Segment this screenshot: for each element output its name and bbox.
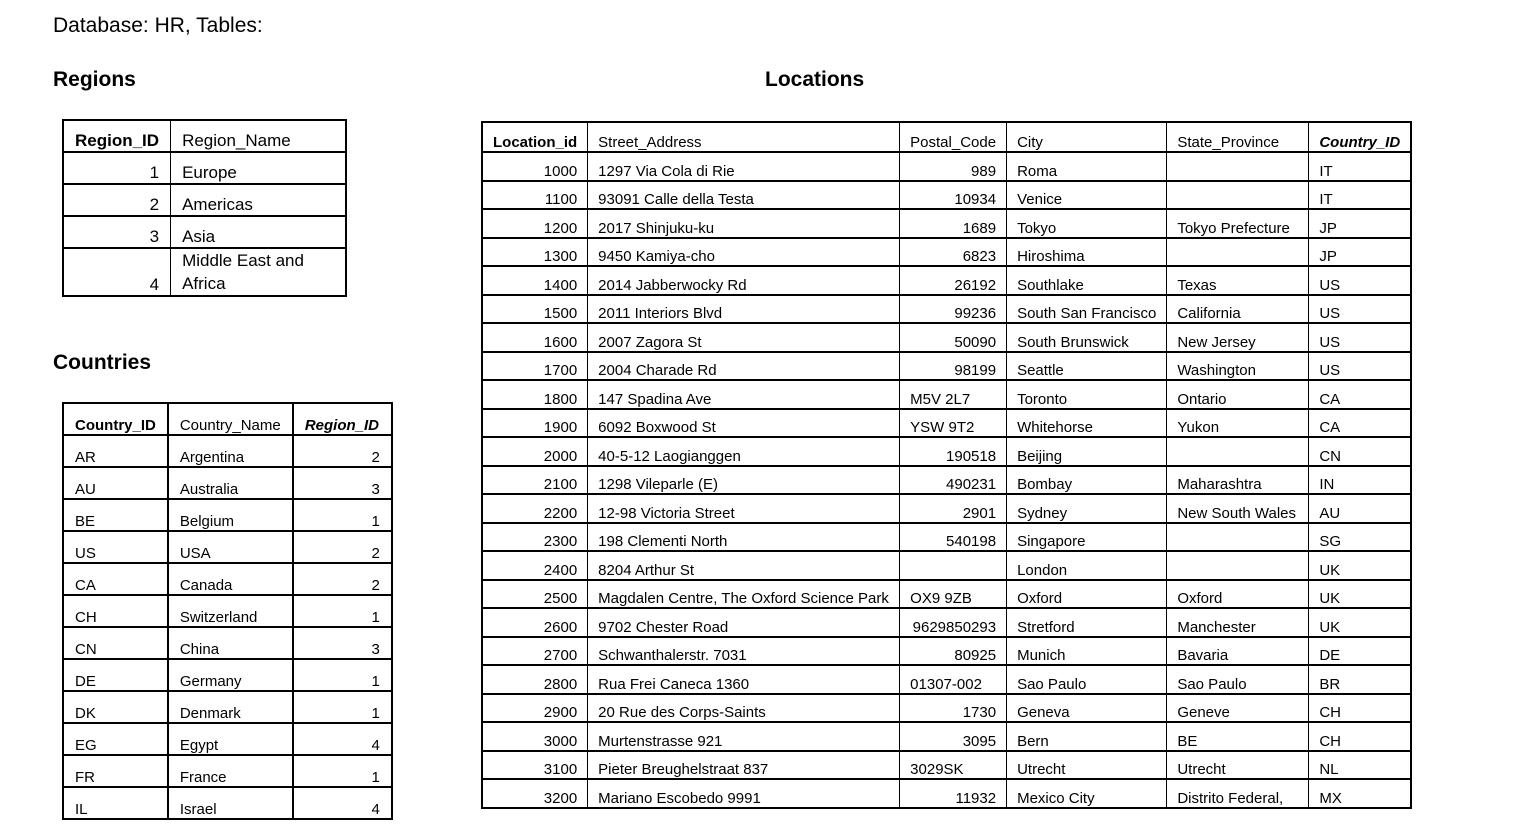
table-cell: 989 bbox=[900, 152, 1007, 181]
table-cell: 1700 bbox=[482, 352, 588, 381]
table-row bbox=[482, 295, 1411, 324]
table-cell: Bern bbox=[1007, 722, 1167, 751]
table-row bbox=[63, 435, 392, 467]
table-row bbox=[482, 494, 1411, 523]
table-cell: Middle East and Africa bbox=[171, 248, 346, 296]
table-cell: Maharashtra bbox=[1167, 466, 1309, 495]
table-cell: 1 bbox=[293, 595, 392, 627]
column-header: Country_ID bbox=[1309, 122, 1411, 152]
table-cell: Tokyo Prefecture bbox=[1167, 209, 1309, 238]
table-cell: CA bbox=[63, 563, 168, 595]
table-row bbox=[482, 751, 1411, 780]
table-cell: 2011 Interiors Blvd bbox=[588, 295, 900, 324]
table-row bbox=[482, 352, 1411, 381]
table-cell: 20 Rue des Corps-Saints bbox=[588, 694, 900, 723]
table-cell: Distrito Federal, bbox=[1167, 779, 1309, 808]
table-cell: 40-5-12 Laogianggen bbox=[588, 437, 900, 466]
table-cell: Americas bbox=[171, 184, 346, 216]
table-row bbox=[63, 595, 392, 627]
table-cell: Ontario bbox=[1167, 380, 1309, 409]
table-cell: DK bbox=[63, 691, 168, 723]
table-cell: 2300 bbox=[482, 523, 588, 552]
table-cell: 1100 bbox=[482, 181, 588, 210]
regions-heading: Regions bbox=[53, 68, 136, 91]
column-header: Region_ID bbox=[293, 403, 392, 435]
table-cell: 1900 bbox=[482, 409, 588, 438]
table-cell: Southlake bbox=[1007, 266, 1167, 295]
table-cell: Whitehorse bbox=[1007, 409, 1167, 438]
table-row bbox=[63, 563, 392, 595]
table-cell: Switzerland bbox=[168, 595, 293, 627]
table-row bbox=[63, 627, 392, 659]
table-cell: Magdalen Centre, The Oxford Science Park bbox=[588, 580, 900, 609]
table-cell: 3000 bbox=[482, 722, 588, 751]
table-cell: OX9 9ZB bbox=[900, 580, 1007, 609]
table-row bbox=[63, 723, 392, 755]
table-cell: New Jersey bbox=[1167, 323, 1309, 352]
table-row bbox=[63, 659, 392, 691]
table-row bbox=[482, 209, 1411, 238]
table-cell: New South Wales bbox=[1167, 494, 1309, 523]
table-cell: 2 bbox=[293, 435, 392, 467]
table-cell: 9450 Kamiya-cho bbox=[588, 238, 900, 267]
table-cell: 540198 bbox=[900, 523, 1007, 552]
table-cell: 198 Clementi North bbox=[588, 523, 900, 552]
table-cell: 2004 Charade Rd bbox=[588, 352, 900, 381]
table-cell: FR bbox=[63, 755, 168, 787]
table-cell: 2 bbox=[293, 563, 392, 595]
column-header: Postal_Code bbox=[900, 122, 1007, 152]
table-cell: Tokyo bbox=[1007, 209, 1167, 238]
table-cell: 8204 Arthur St bbox=[588, 551, 900, 580]
table-cell: US bbox=[1309, 295, 1411, 324]
table-cell: Canada bbox=[168, 563, 293, 595]
table-row bbox=[482, 551, 1411, 580]
table-row bbox=[63, 755, 392, 787]
table-cell: Utrecht bbox=[1007, 751, 1167, 780]
table-cell: UK bbox=[1309, 580, 1411, 609]
table-cell: Schwanthalerstr. 7031 bbox=[588, 637, 900, 666]
table-row bbox=[482, 637, 1411, 666]
table-cell: Munich bbox=[1007, 637, 1167, 666]
table-cell: 2700 bbox=[482, 637, 588, 666]
table-cell: 2007 Zagora St bbox=[588, 323, 900, 352]
table-cell: CH bbox=[1309, 722, 1411, 751]
table-cell: 3029SK bbox=[900, 751, 1007, 780]
table-cell: Toronto bbox=[1007, 380, 1167, 409]
table-cell: Europe bbox=[171, 152, 346, 184]
table-cell: 3095 bbox=[900, 722, 1007, 751]
table-cell: BE bbox=[63, 499, 168, 531]
table-cell: JP bbox=[1309, 238, 1411, 267]
table-cell: Utrecht bbox=[1167, 751, 1309, 780]
table-cell: 9702 Chester Road bbox=[588, 608, 900, 637]
table-cell: Washington bbox=[1167, 352, 1309, 381]
table-cell: IT bbox=[1309, 152, 1411, 181]
table-row bbox=[63, 691, 392, 723]
table-cell: NL bbox=[1309, 751, 1411, 780]
table-cell: Sao Paulo bbox=[1007, 665, 1167, 694]
table-row bbox=[482, 323, 1411, 352]
table-cell: Stretford bbox=[1007, 608, 1167, 637]
table-row bbox=[482, 779, 1411, 808]
table-cell: Oxford bbox=[1007, 580, 1167, 609]
table-cell: South San Francisco bbox=[1007, 295, 1167, 324]
table-cell: 1500 bbox=[482, 295, 588, 324]
table-cell: IN bbox=[1309, 466, 1411, 495]
column-header: Country_ID bbox=[63, 403, 168, 435]
table-cell: South Brunswick bbox=[1007, 323, 1167, 352]
table-cell bbox=[1167, 152, 1309, 181]
table-cell: 2200 bbox=[482, 494, 588, 523]
table-cell: Rua Frei Caneca 1360 bbox=[588, 665, 900, 694]
table-cell: Asia bbox=[171, 216, 346, 248]
table-cell: 2400 bbox=[482, 551, 588, 580]
table-cell: 2500 bbox=[482, 580, 588, 609]
table-cell: 6092 Boxwood St bbox=[588, 409, 900, 438]
table-cell: Seattle bbox=[1007, 352, 1167, 381]
table-cell: California bbox=[1167, 295, 1309, 324]
table-cell: Venice bbox=[1007, 181, 1167, 210]
table-cell: 2901 bbox=[900, 494, 1007, 523]
table-cell: 2900 bbox=[482, 694, 588, 723]
table-cell: Pieter Breughelstraat 837 bbox=[588, 751, 900, 780]
table-cell: IT bbox=[1309, 181, 1411, 210]
table-cell: 2600 bbox=[482, 608, 588, 637]
table-cell: London bbox=[1007, 551, 1167, 580]
table-cell: 3 bbox=[293, 627, 392, 659]
table-cell: Bavaria bbox=[1167, 637, 1309, 666]
table-row bbox=[482, 580, 1411, 609]
table-cell: 1730 bbox=[900, 694, 1007, 723]
table-cell: 26192 bbox=[900, 266, 1007, 295]
regions-table bbox=[62, 119, 347, 297]
table-cell: 2000 bbox=[482, 437, 588, 466]
table-cell: CN bbox=[1309, 437, 1411, 466]
countries-table bbox=[62, 402, 393, 820]
table-cell: Germany bbox=[168, 659, 293, 691]
table-cell: 2800 bbox=[482, 665, 588, 694]
table-row bbox=[63, 248, 346, 296]
table-cell: 6823 bbox=[900, 238, 1007, 267]
table-row bbox=[482, 694, 1411, 723]
table-cell: 147 Spadina Ave bbox=[588, 380, 900, 409]
table-row bbox=[482, 409, 1411, 438]
table-cell: 3200 bbox=[482, 779, 588, 808]
table-row bbox=[482, 665, 1411, 694]
table-cell: US bbox=[63, 531, 168, 563]
table-cell: USA bbox=[168, 531, 293, 563]
table-row bbox=[63, 531, 392, 563]
table-cell: 2017 Shinjuku-ku bbox=[588, 209, 900, 238]
table-cell: CH bbox=[1309, 694, 1411, 723]
table-cell: 1298 Vileparle (E) bbox=[588, 466, 900, 495]
table-cell: 50090 bbox=[900, 323, 1007, 352]
table-cell: UK bbox=[1309, 551, 1411, 580]
locations-heading: Locations bbox=[765, 68, 865, 91]
table-cell: MX bbox=[1309, 779, 1411, 808]
table-cell: 2 bbox=[293, 531, 392, 563]
table-cell bbox=[1167, 437, 1309, 466]
table-row bbox=[482, 523, 1411, 552]
column-header: City bbox=[1007, 122, 1167, 152]
table-cell: AU bbox=[1309, 494, 1411, 523]
table-row bbox=[63, 467, 392, 499]
table-cell: 190518 bbox=[900, 437, 1007, 466]
table-cell: CH bbox=[63, 595, 168, 627]
table-cell: Geneve bbox=[1167, 694, 1309, 723]
table-cell bbox=[1167, 238, 1309, 267]
column-header: Region_ID bbox=[63, 120, 171, 152]
table-cell: EG bbox=[63, 723, 168, 755]
table-cell: YSW 9T2 bbox=[900, 409, 1007, 438]
table-cell: 1689 bbox=[900, 209, 1007, 238]
column-header: State_Province bbox=[1167, 122, 1309, 152]
table-cell: 2014 Jabberwocky Rd bbox=[588, 266, 900, 295]
table-cell: 93091 Calle della Testa bbox=[588, 181, 900, 210]
table-cell: 2100 bbox=[482, 466, 588, 495]
table-cell bbox=[1167, 551, 1309, 580]
table-cell: BE bbox=[1167, 722, 1309, 751]
table-row bbox=[63, 152, 346, 184]
table-row bbox=[482, 722, 1411, 751]
table-cell: US bbox=[1309, 266, 1411, 295]
table-cell: Sao Paulo bbox=[1167, 665, 1309, 694]
table-cell: Mariano Escobedo 9991 bbox=[588, 779, 900, 808]
table-cell: Roma bbox=[1007, 152, 1167, 181]
table-cell: Singapore bbox=[1007, 523, 1167, 552]
table-row bbox=[482, 266, 1411, 295]
table-cell: AU bbox=[63, 467, 168, 499]
table-cell: Oxford bbox=[1167, 580, 1309, 609]
table-cell: JP bbox=[1309, 209, 1411, 238]
column-header: Location_id bbox=[482, 122, 588, 152]
table-cell: Hiroshima bbox=[1007, 238, 1167, 267]
table-row bbox=[482, 437, 1411, 466]
table-cell: 1300 bbox=[482, 238, 588, 267]
table-cell: Sydney bbox=[1007, 494, 1167, 523]
table-row bbox=[63, 216, 346, 248]
table-cell: 12-98 Victoria Street bbox=[588, 494, 900, 523]
table-cell: DE bbox=[63, 659, 168, 691]
table-cell: 490231 bbox=[900, 466, 1007, 495]
table-cell: 1297 Via Cola di Rie bbox=[588, 152, 900, 181]
table-cell: CN bbox=[63, 627, 168, 659]
table-cell: 4 bbox=[293, 723, 392, 755]
table-cell: 1 bbox=[63, 152, 171, 184]
table-cell: 98199 bbox=[900, 352, 1007, 381]
table-cell: Yukon bbox=[1167, 409, 1309, 438]
column-header: Region_Name bbox=[171, 120, 346, 152]
table-cell: 1 bbox=[293, 691, 392, 723]
table-cell: Bombay bbox=[1007, 466, 1167, 495]
table-cell: 3 bbox=[293, 467, 392, 499]
table-cell: 4 bbox=[293, 787, 392, 819]
table-cell: 1800 bbox=[482, 380, 588, 409]
table-cell bbox=[1167, 523, 1309, 552]
table-cell: 10934 bbox=[900, 181, 1007, 210]
column-header: Country_Name bbox=[168, 403, 293, 435]
table-cell: France bbox=[168, 755, 293, 787]
table-cell: 80925 bbox=[900, 637, 1007, 666]
table-cell: CA bbox=[1309, 380, 1411, 409]
table-cell: 1200 bbox=[482, 209, 588, 238]
table-cell: US bbox=[1309, 323, 1411, 352]
table-cell: 3100 bbox=[482, 751, 588, 780]
table-cell: M5V 2L7 bbox=[900, 380, 1007, 409]
table-cell: 4 bbox=[63, 248, 171, 296]
table-cell: 1 bbox=[293, 755, 392, 787]
table-cell: 1 bbox=[293, 499, 392, 531]
table-cell: China bbox=[168, 627, 293, 659]
table-cell bbox=[900, 551, 1007, 580]
table-cell: IL bbox=[63, 787, 168, 819]
document-title: Database: HR, Tables: bbox=[53, 14, 263, 37]
table-cell: 1000 bbox=[482, 152, 588, 181]
table-cell: 1 bbox=[293, 659, 392, 691]
table-cell: Geneva bbox=[1007, 694, 1167, 723]
table-cell: Manchester bbox=[1167, 608, 1309, 637]
table-cell: US bbox=[1309, 352, 1411, 381]
table-cell: 1400 bbox=[482, 266, 588, 295]
table-row bbox=[63, 499, 392, 531]
table-row bbox=[482, 466, 1411, 495]
table-row bbox=[482, 238, 1411, 267]
table-cell: AR bbox=[63, 435, 168, 467]
table-row bbox=[63, 787, 392, 819]
table-cell: 99236 bbox=[900, 295, 1007, 324]
table-row bbox=[482, 181, 1411, 210]
table-cell: 3 bbox=[63, 216, 171, 248]
table-row bbox=[63, 184, 346, 216]
table-cell: Egypt bbox=[168, 723, 293, 755]
table-cell: Mexico City bbox=[1007, 779, 1167, 808]
table-cell: Argentina bbox=[168, 435, 293, 467]
table-cell: 2 bbox=[63, 184, 171, 216]
table-cell: Denmark bbox=[168, 691, 293, 723]
table-cell: 9629850293 bbox=[900, 608, 1007, 637]
table-row bbox=[482, 380, 1411, 409]
table-row bbox=[482, 152, 1411, 181]
table-cell: Australia bbox=[168, 467, 293, 499]
table-cell: 01307-002 bbox=[900, 665, 1007, 694]
locations-table bbox=[481, 121, 1412, 809]
countries-heading: Countries bbox=[53, 351, 152, 374]
table-cell: SG bbox=[1309, 523, 1411, 552]
column-header: Street_Address bbox=[588, 122, 900, 152]
table-cell: CA bbox=[1309, 409, 1411, 438]
table-cell: 11932 bbox=[900, 779, 1007, 808]
table-cell: UK bbox=[1309, 608, 1411, 637]
table-cell: Israel bbox=[168, 787, 293, 819]
table-cell bbox=[1167, 181, 1309, 210]
table-cell: BR bbox=[1309, 665, 1411, 694]
table-cell: DE bbox=[1309, 637, 1411, 666]
table-cell: Beijing bbox=[1007, 437, 1167, 466]
table-cell: 1600 bbox=[482, 323, 588, 352]
table-row bbox=[482, 608, 1411, 637]
table-cell: Texas bbox=[1167, 266, 1309, 295]
table-cell: Belgium bbox=[168, 499, 293, 531]
table-cell: Murtenstrasse 921 bbox=[588, 722, 900, 751]
